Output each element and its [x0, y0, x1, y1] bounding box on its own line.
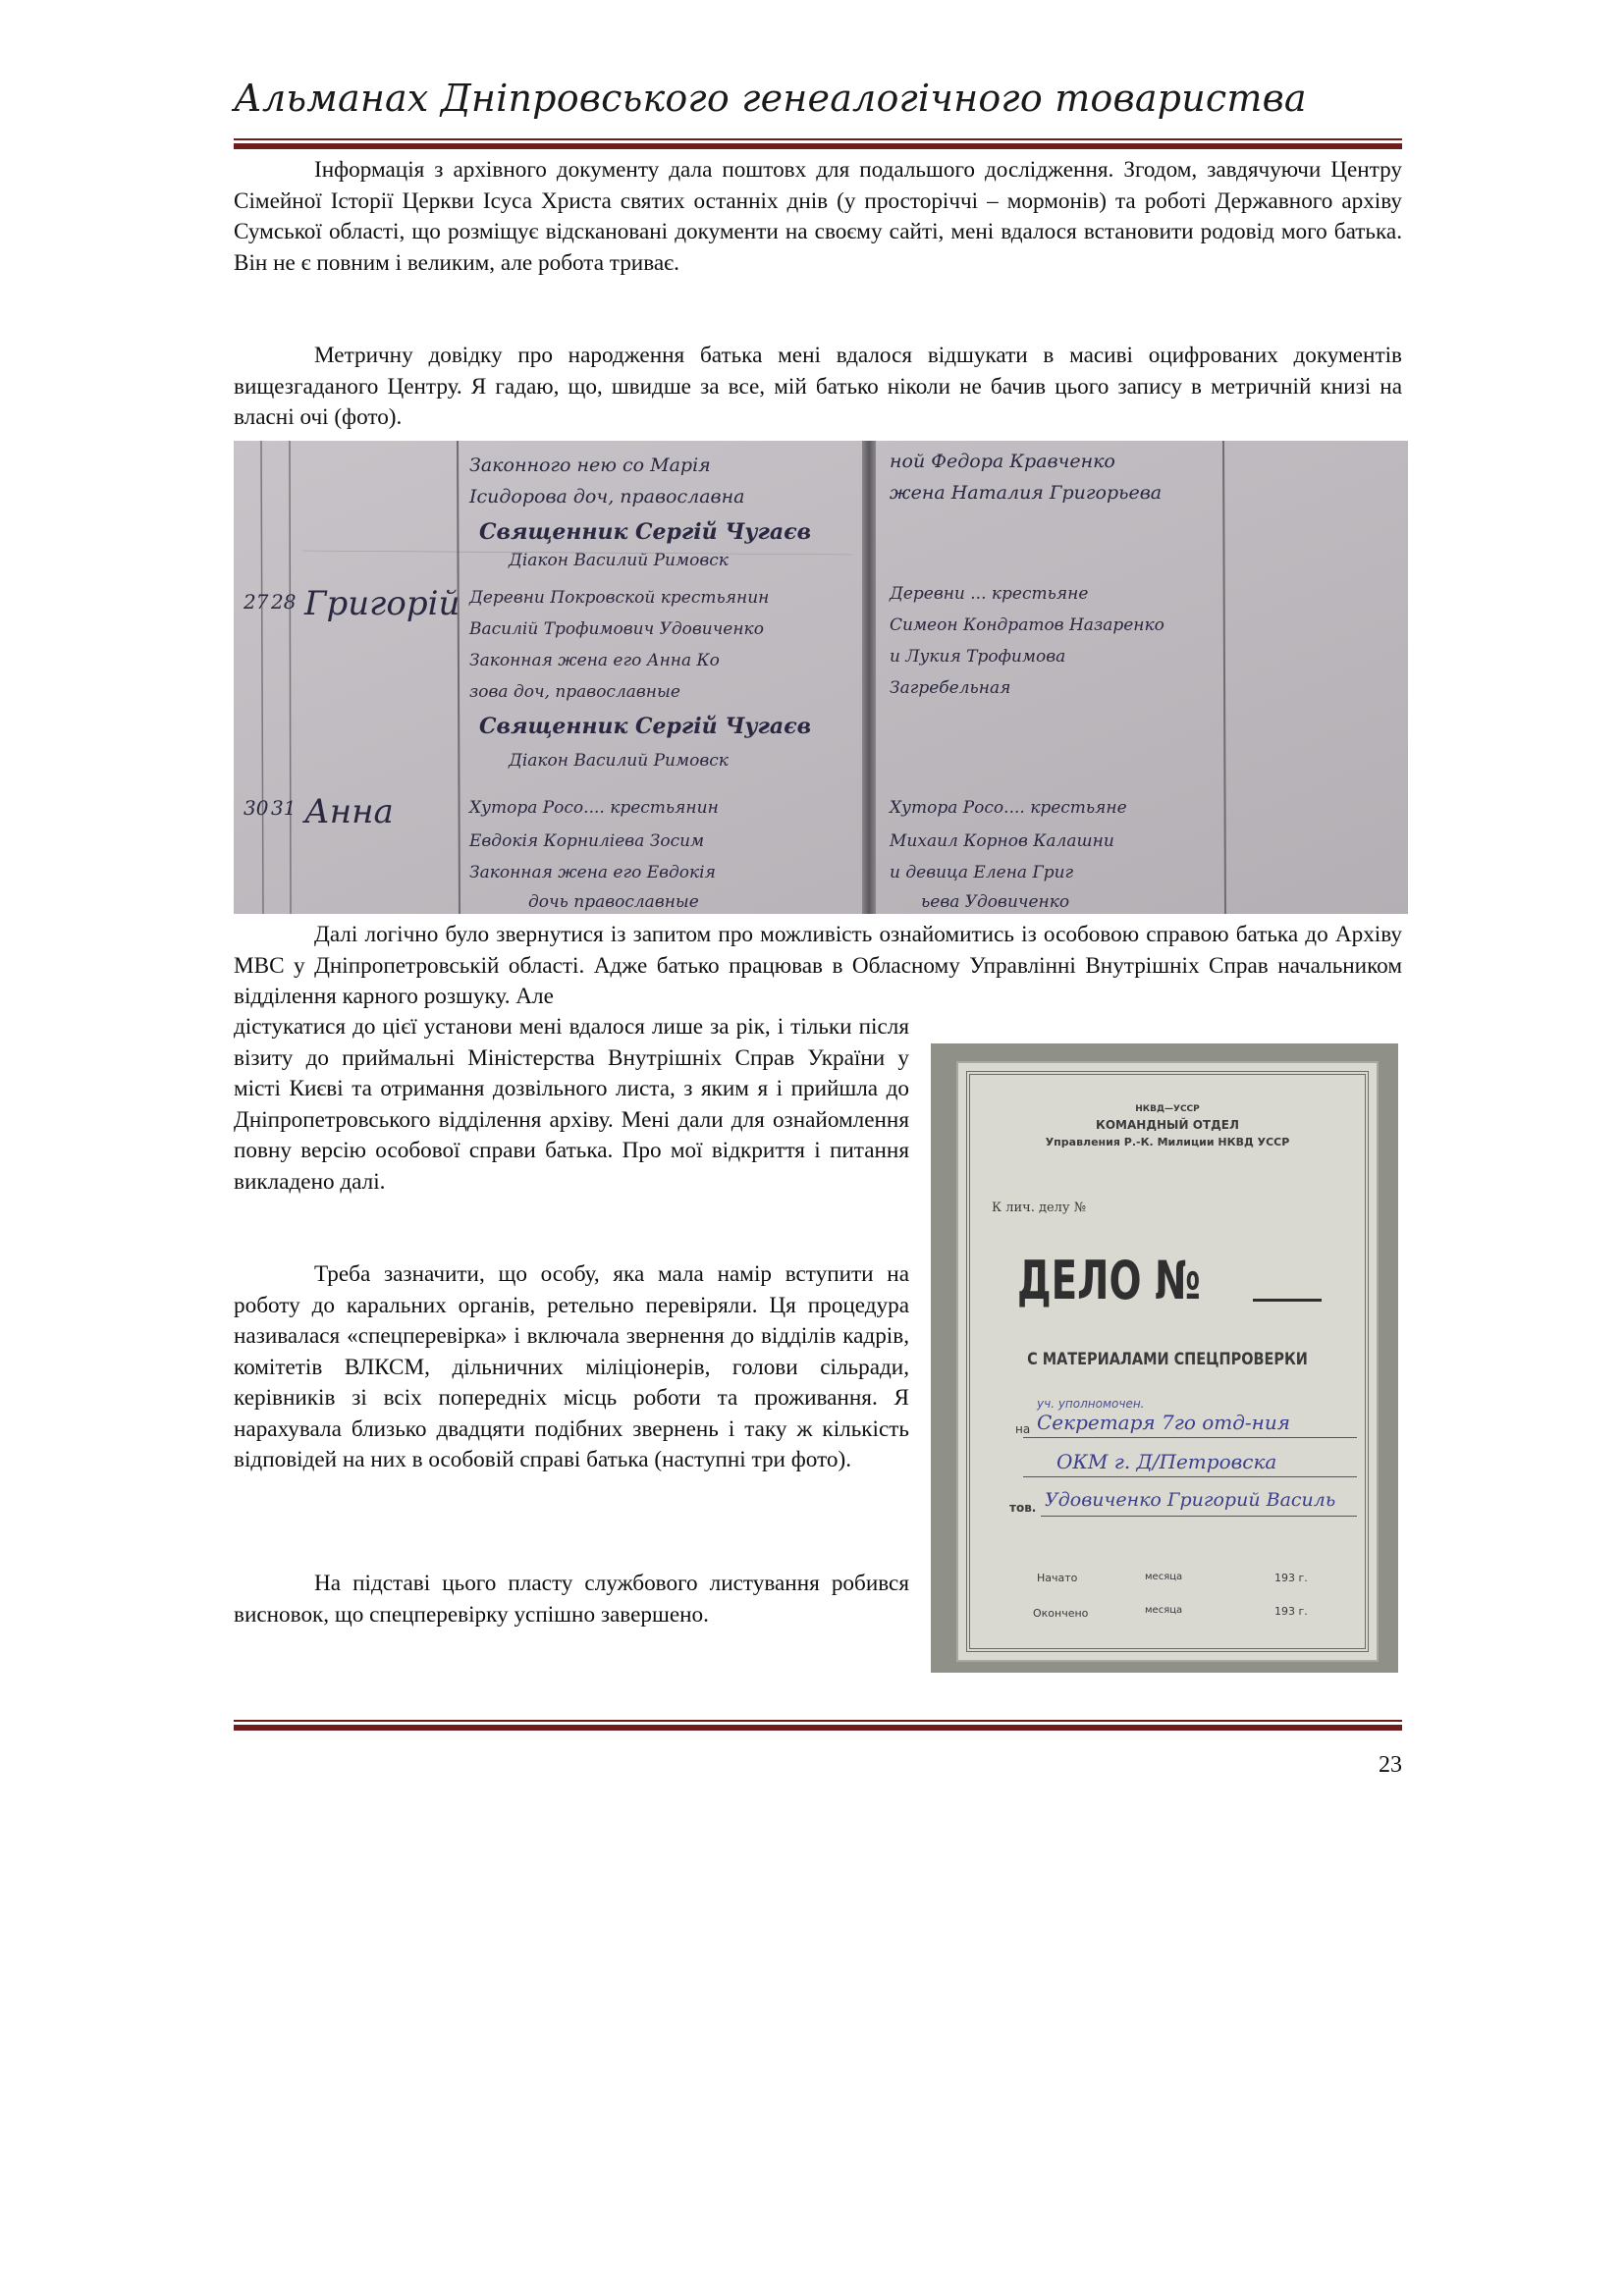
- register-line: ьева Удовиченко: [921, 892, 1070, 912]
- register-line: Евдокія Корниліева Зосим: [469, 831, 705, 851]
- register-line: Священник Сергій Чугаєв: [479, 714, 812, 739]
- cover-field-line: [1023, 1476, 1357, 1477]
- footer-rule-thick: [234, 1725, 1402, 1731]
- cover-org-line-1: НКВД—УССР: [1135, 1104, 1200, 1114]
- register-line: Хутора Росо.... крестьяне: [890, 798, 1127, 818]
- register-line: Деревни Покровской крестьянин: [469, 588, 770, 608]
- cover-org-line-2: КОМАНДНЫЙ ОТДЕЛ: [1096, 1118, 1239, 1132]
- register-line: дочь православные: [528, 892, 699, 912]
- paragraph-5: На підставі цього пласту службового листування робився висновок, що спецперевірку успішно завершено.: [234, 1571, 909, 1628]
- register-line: Ісидорова доч, православна: [469, 486, 745, 507]
- cover-field-line: [1041, 1516, 1357, 1517]
- cover-month-label: месяца: [1145, 1605, 1183, 1616]
- register-line: Загребельная: [890, 678, 1011, 698]
- cover-hand-name: Удовиченко Григорий Василь: [1045, 1489, 1336, 1511]
- register-row-number: 30: [244, 796, 269, 820]
- almanac-title: Альманах Дніпровського генеалогічного товариства: [234, 77, 1307, 120]
- paragraph-4: Треба зазначити, що особу, яка мала намір вступити на роботу до каральних органів, ретельно перевіряли. Ця процедура називалася «спецперевірка» і включала звернення до відділів кадрів, комітетів ВЛКСМ, дільничних міліціонерів, голови сільради, керівників зі всіх попередніх місць роботи та проживання. Я нарахувала близько двадцяти подібних звернень і таку ж кількість відповідей на них в особовій справі батька (наступні три фото).: [234, 1261, 909, 1472]
- cover-tov-label: тов.: [1009, 1501, 1037, 1515]
- cover-year: 193 г.: [1274, 1605, 1308, 1618]
- cover-na-label: на: [1015, 1422, 1031, 1436]
- register-name: Анна: [304, 792, 394, 831]
- cover-org-line-3: Управления Р.-К. Милиции НКВД УССР: [1045, 1136, 1290, 1148]
- register-line: Деревни ... крестьяне: [890, 584, 1089, 604]
- register-line: Законная жена его Евдокія: [469, 863, 716, 882]
- register-line: жена Наталия Григорьева: [890, 482, 1163, 504]
- metric-book-photo: [234, 441, 1408, 914]
- register-line: и девица Елена Григ: [890, 863, 1074, 882]
- footer-rule-thin: [234, 1720, 1402, 1722]
- register-name: Григорій: [304, 584, 460, 623]
- page-number: 23: [1379, 1752, 1402, 1778]
- register-line: и Лукия Трофимова: [890, 647, 1066, 667]
- personnel-file-cover-photo: [931, 1043, 1398, 1673]
- cover-field-line: [1023, 1437, 1357, 1438]
- paragraph-2: Метричну довідку про народження батька мені вдалося відшукати в масиві оцифрованих документів вищезгаданого Центру. Я гадаю, що, швидше за все, мій батько ніколи не бачив цього запису в метричній книзі на власні очі (фото).: [234, 343, 1402, 430]
- file-cover: [956, 1061, 1379, 1662]
- cover-subtitle: С МАТЕРИАЛАМИ СПЕЦПРОВЕРКИ: [1027, 1350, 1308, 1369]
- cover-hand-line-2: ОКМ г. Д/Петровска: [1056, 1450, 1277, 1473]
- register-line: Законная жена его Анна Ко: [469, 651, 720, 670]
- register-line: Священник Сергій Чугаєв: [479, 519, 812, 545]
- register-line: Законного нею со Марія: [469, 454, 711, 476]
- cover-hand-line-1: Секретаря 7го отд-ния: [1037, 1411, 1290, 1434]
- cover-ended-label: Окончено: [1033, 1607, 1089, 1620]
- register-line: Михаил Корнов Калашни: [890, 831, 1114, 851]
- register-line: Василій Трофимович Удовиченко: [469, 619, 764, 639]
- register-row-number: 28: [271, 590, 297, 614]
- register-line: Діакон Василий Римовск: [509, 551, 729, 570]
- cover-year: 193 г.: [1274, 1572, 1308, 1584]
- header-rule-thin: [234, 138, 1402, 140]
- cover-started-label: Начато: [1037, 1572, 1078, 1584]
- paragraph-3-continued: дістукатися до цієї установи мені вдалося лише за рік, і тільки після візиту до приймальні Міністерства Внутрішніх Справ України у місті Києві та отримання дозвільного листа, з яким я і прийшла до Дніпропетровського відділення архіву. Мені дали для ознайомлення повну версію особової справи батька. Про мої відкриття і питання викладено далі.: [234, 1014, 909, 1195]
- register-line: Діакон Василий Римовск: [509, 751, 729, 771]
- cover-big-title: ДЕЛО №: [1017, 1250, 1201, 1311]
- register-line: Хутора Росо.... крестьянин: [469, 798, 719, 818]
- register-row-number: 31: [271, 796, 297, 820]
- cover-month-label: месяца: [1145, 1572, 1183, 1582]
- header-rule-thick: [234, 143, 1402, 149]
- register-line: Симеон Кондратов Назаренко: [890, 615, 1164, 635]
- cover-hand-line-0: уч. уполномочен.: [1037, 1397, 1145, 1411]
- cover-personal-file-label: К лич. делу №: [992, 1201, 1087, 1215]
- cover-title-underline: [1253, 1299, 1322, 1302]
- register-line: зова доч, православные: [469, 682, 680, 702]
- paragraph-3: Далі логічно було звернутися із запитом про можливість ознайомитись із особовою справою батька до Архіву МВС у Дніпропетровській області. Адже батько працював в Обласному Управлінні Внутрішніх Справ начальником відділення карного розшуку. Але: [234, 922, 1402, 1009]
- register-row-number: 27: [244, 590, 269, 614]
- register-line: ной Федора Кравченко: [890, 451, 1115, 472]
- register-handwriting: [234, 441, 1408, 914]
- paragraph-1: Інформація з архівного документу дала поштовх для подальшого дослідження. Згодом, завдячуючи Центру Сімейної Історії Церкви Ісуса Христа святих останніх днів (у просторіччі – мормонів) та роботі Державного архіву Сумської області, що розміщує відскановані документи на своєму сайті, мені вдалося встановити родовід мого батька. Він не є повним і великим, але робота триває.: [234, 157, 1402, 276]
